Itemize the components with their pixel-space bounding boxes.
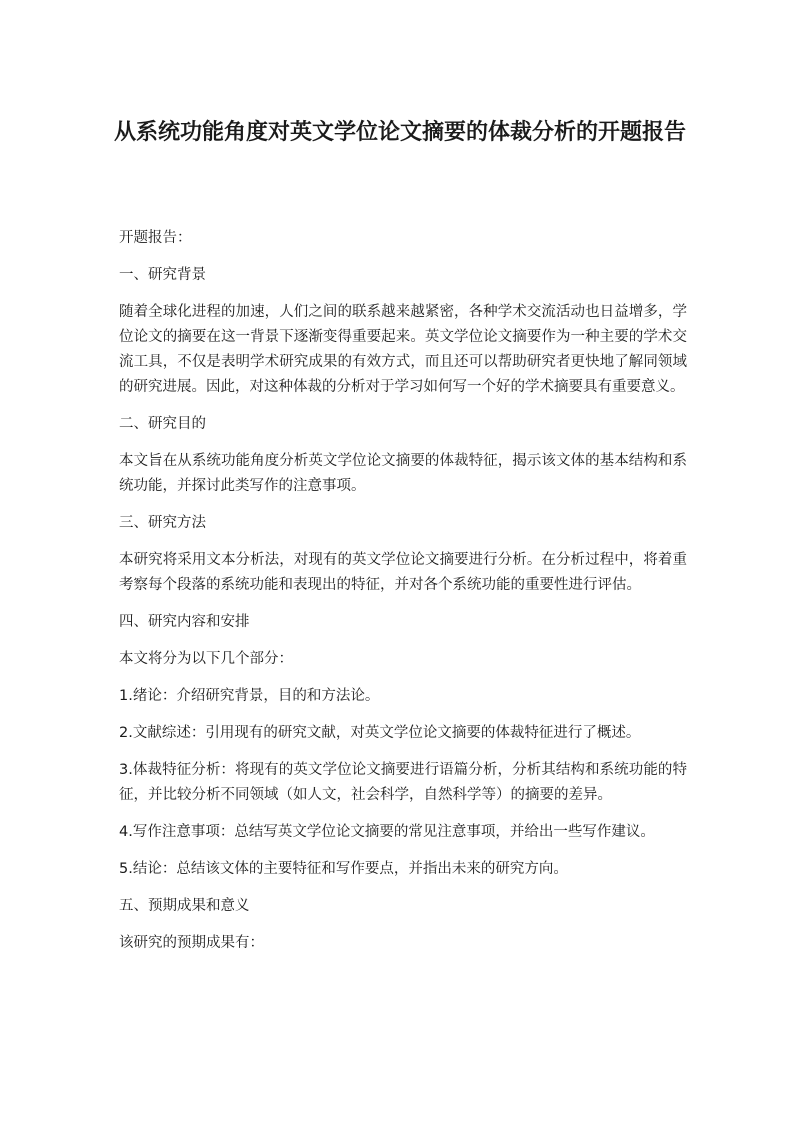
paragraph-background: 随着全球化进程的加速，人们之间的联系越来越紧密，各种学术交流活动也日益增多，学位论文的摘要在这一背景下逐渐变得重要起来。英文学位论文摘要作为一种主要的学术交流工具，不仅是表明学术研究成果的有效方式，而且还可以帮助研究者更快地了解同领域的研究进展。因此，对这种体裁的分析对于学习如何写一个好的学术摘要具有重要意义。	[119, 304, 687, 395]
section-heading-purpose: 二、研究目的	[119, 416, 206, 432]
section-heading-outcomes: 五、预期成果和意义	[119, 898, 250, 914]
section-heading-background: 一、研究背景	[119, 267, 206, 283]
document-body	[119, 226, 687, 968]
list-item-1: 1.绪论：介绍研究背景，目的和方法论。	[119, 688, 380, 704]
list-item-3: 3.体裁特征分析：将现有的英文学位论文摘要进行语篇分析，分析其结构和系统功能的特征，并比较分析不同领域（如人文，社会科学，自然科学等）的摘要的差异。	[119, 762, 687, 803]
list-item-2: 2.文献综述：引用现有的研究文献，对英文学位论文摘要的体裁特征进行了概述。	[119, 725, 641, 741]
list-item-5: 5.结论：总结该文体的主要特征和写作要点，并指出未来的研究方向。	[119, 861, 568, 877]
document-title: 从系统功能角度对英文学位论文摘要的体裁分析的开题报告	[113, 120, 686, 145]
section-heading-content: 四、研究内容和安排	[119, 614, 250, 630]
intro-label: 开题报告：	[119, 230, 192, 246]
section-heading-method: 三、研究方法	[119, 515, 206, 531]
paragraph-purpose: 本文旨在从系统功能角度分析英文学位论文摘要的体裁特征，揭示该文体的基本结构和系统功能，并探讨此类写作的注意事项。	[119, 453, 687, 494]
list-item-4: 4.写作注意事项：总结写英文学位论文摘要的常见注意事项，并给出一些写作建议。	[119, 824, 655, 840]
paragraph-outcomes-intro: 该研究的预期成果有：	[119, 935, 264, 951]
paragraph-method: 本研究将采用文本分析法，对现有的英文学位论文摘要进行分析。在分析过程中，将着重考察每个段落的系统功能和表现出的特征，并对各个系统功能的重要性进行评估。	[119, 552, 687, 593]
paragraph-content-intro: 本文将分为以下几个部分：	[119, 651, 293, 667]
